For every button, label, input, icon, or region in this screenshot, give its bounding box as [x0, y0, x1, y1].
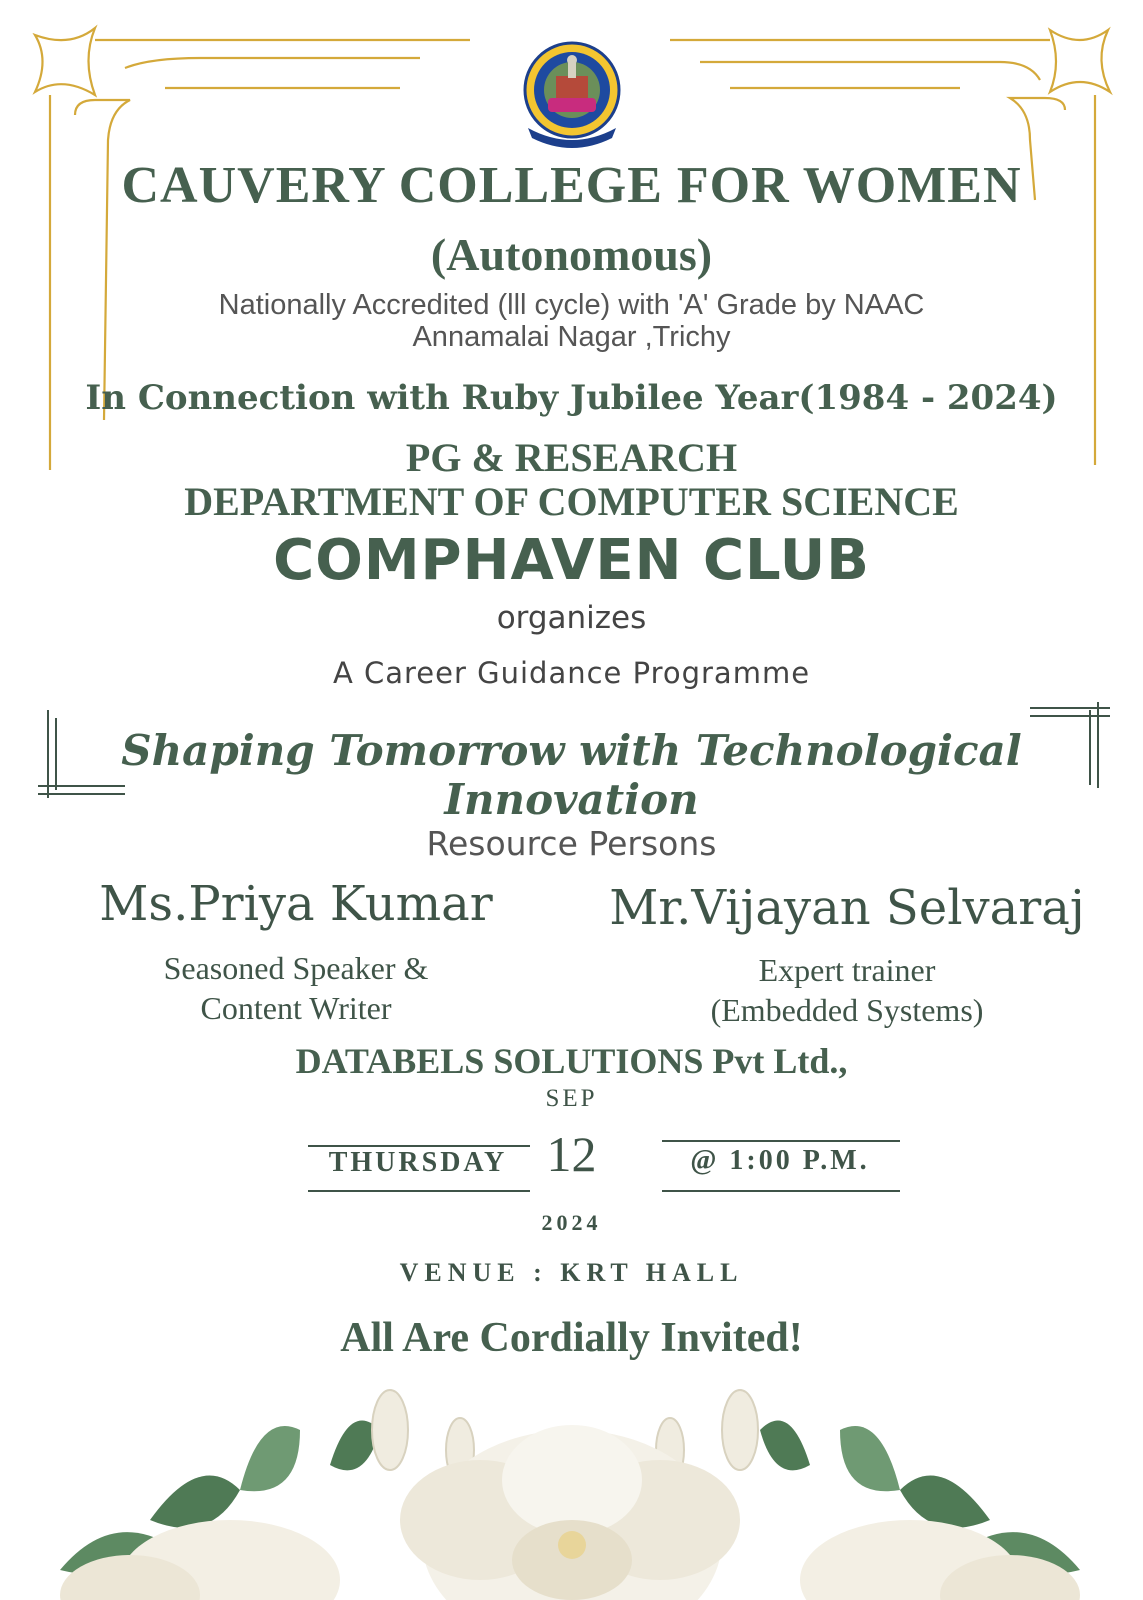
speaker-1-role-line-1: Seasoned Speaker &: [163, 950, 429, 986]
floral-decoration: [0, 1370, 1143, 1600]
accreditation-text: Nationally Accredited (lll cycle) with 'A' Grade by NAAC: [218, 289, 925, 321]
event-year: 2024: [541, 1210, 602, 1235]
time-bottom-rule: [662, 1190, 900, 1192]
event-month: SEP: [545, 1085, 598, 1112]
theme-title: Shaping Tomorrow with Technological Innovation: [121, 726, 1022, 824]
speaker-2-role-line-2: (Embedded Systems): [710, 992, 984, 1028]
programme-title: A Career Guidance Programme: [332, 656, 811, 690]
speaker-2-name: Mr.Vijayan Selvaraj: [609, 880, 1085, 936]
weekday-bottom-rule: [308, 1190, 530, 1192]
event-weekday: THURSDAY: [328, 1147, 508, 1178]
invitation-closing: All Are Cordially Invited!: [340, 1315, 803, 1361]
time-top-rule: [662, 1140, 900, 1142]
event-day: 12: [546, 1126, 597, 1182]
college-name: CAUVERY COLLEGE FOR WOMEN: [121, 157, 1022, 214]
speaker-2-role-line-1: Expert trainer: [758, 952, 936, 988]
speaker-1-name: Ms.Priya Kumar: [99, 876, 493, 932]
event-venue: VENUE : KRT HALL: [399, 1258, 744, 1287]
department-line-2: DEPARTMENT OF COMPUTER SCIENCE: [184, 479, 959, 524]
speaker-1-role-line-2: Content Writer: [200, 990, 392, 1026]
event-time: @ 1:00 P.M.: [690, 1145, 870, 1176]
club-name: COMPHAVEN CLUB: [273, 528, 870, 593]
organizes-text: organizes: [496, 600, 647, 636]
resource-persons-label: Resource Persons: [426, 824, 717, 863]
company-name: DATABELS SOLUTIONS Pvt Ltd.,: [295, 1041, 848, 1081]
college-emblem-icon: [518, 40, 626, 152]
location-text: Annamalai Nagar ,Trichy: [412, 321, 731, 353]
college-status: (Autonomous): [430, 229, 713, 280]
department-line-1: PG & RESEARCH: [405, 435, 738, 480]
jubilee-text: In Connection with Ruby Jubilee Year(1984 - 2024): [85, 378, 1058, 418]
